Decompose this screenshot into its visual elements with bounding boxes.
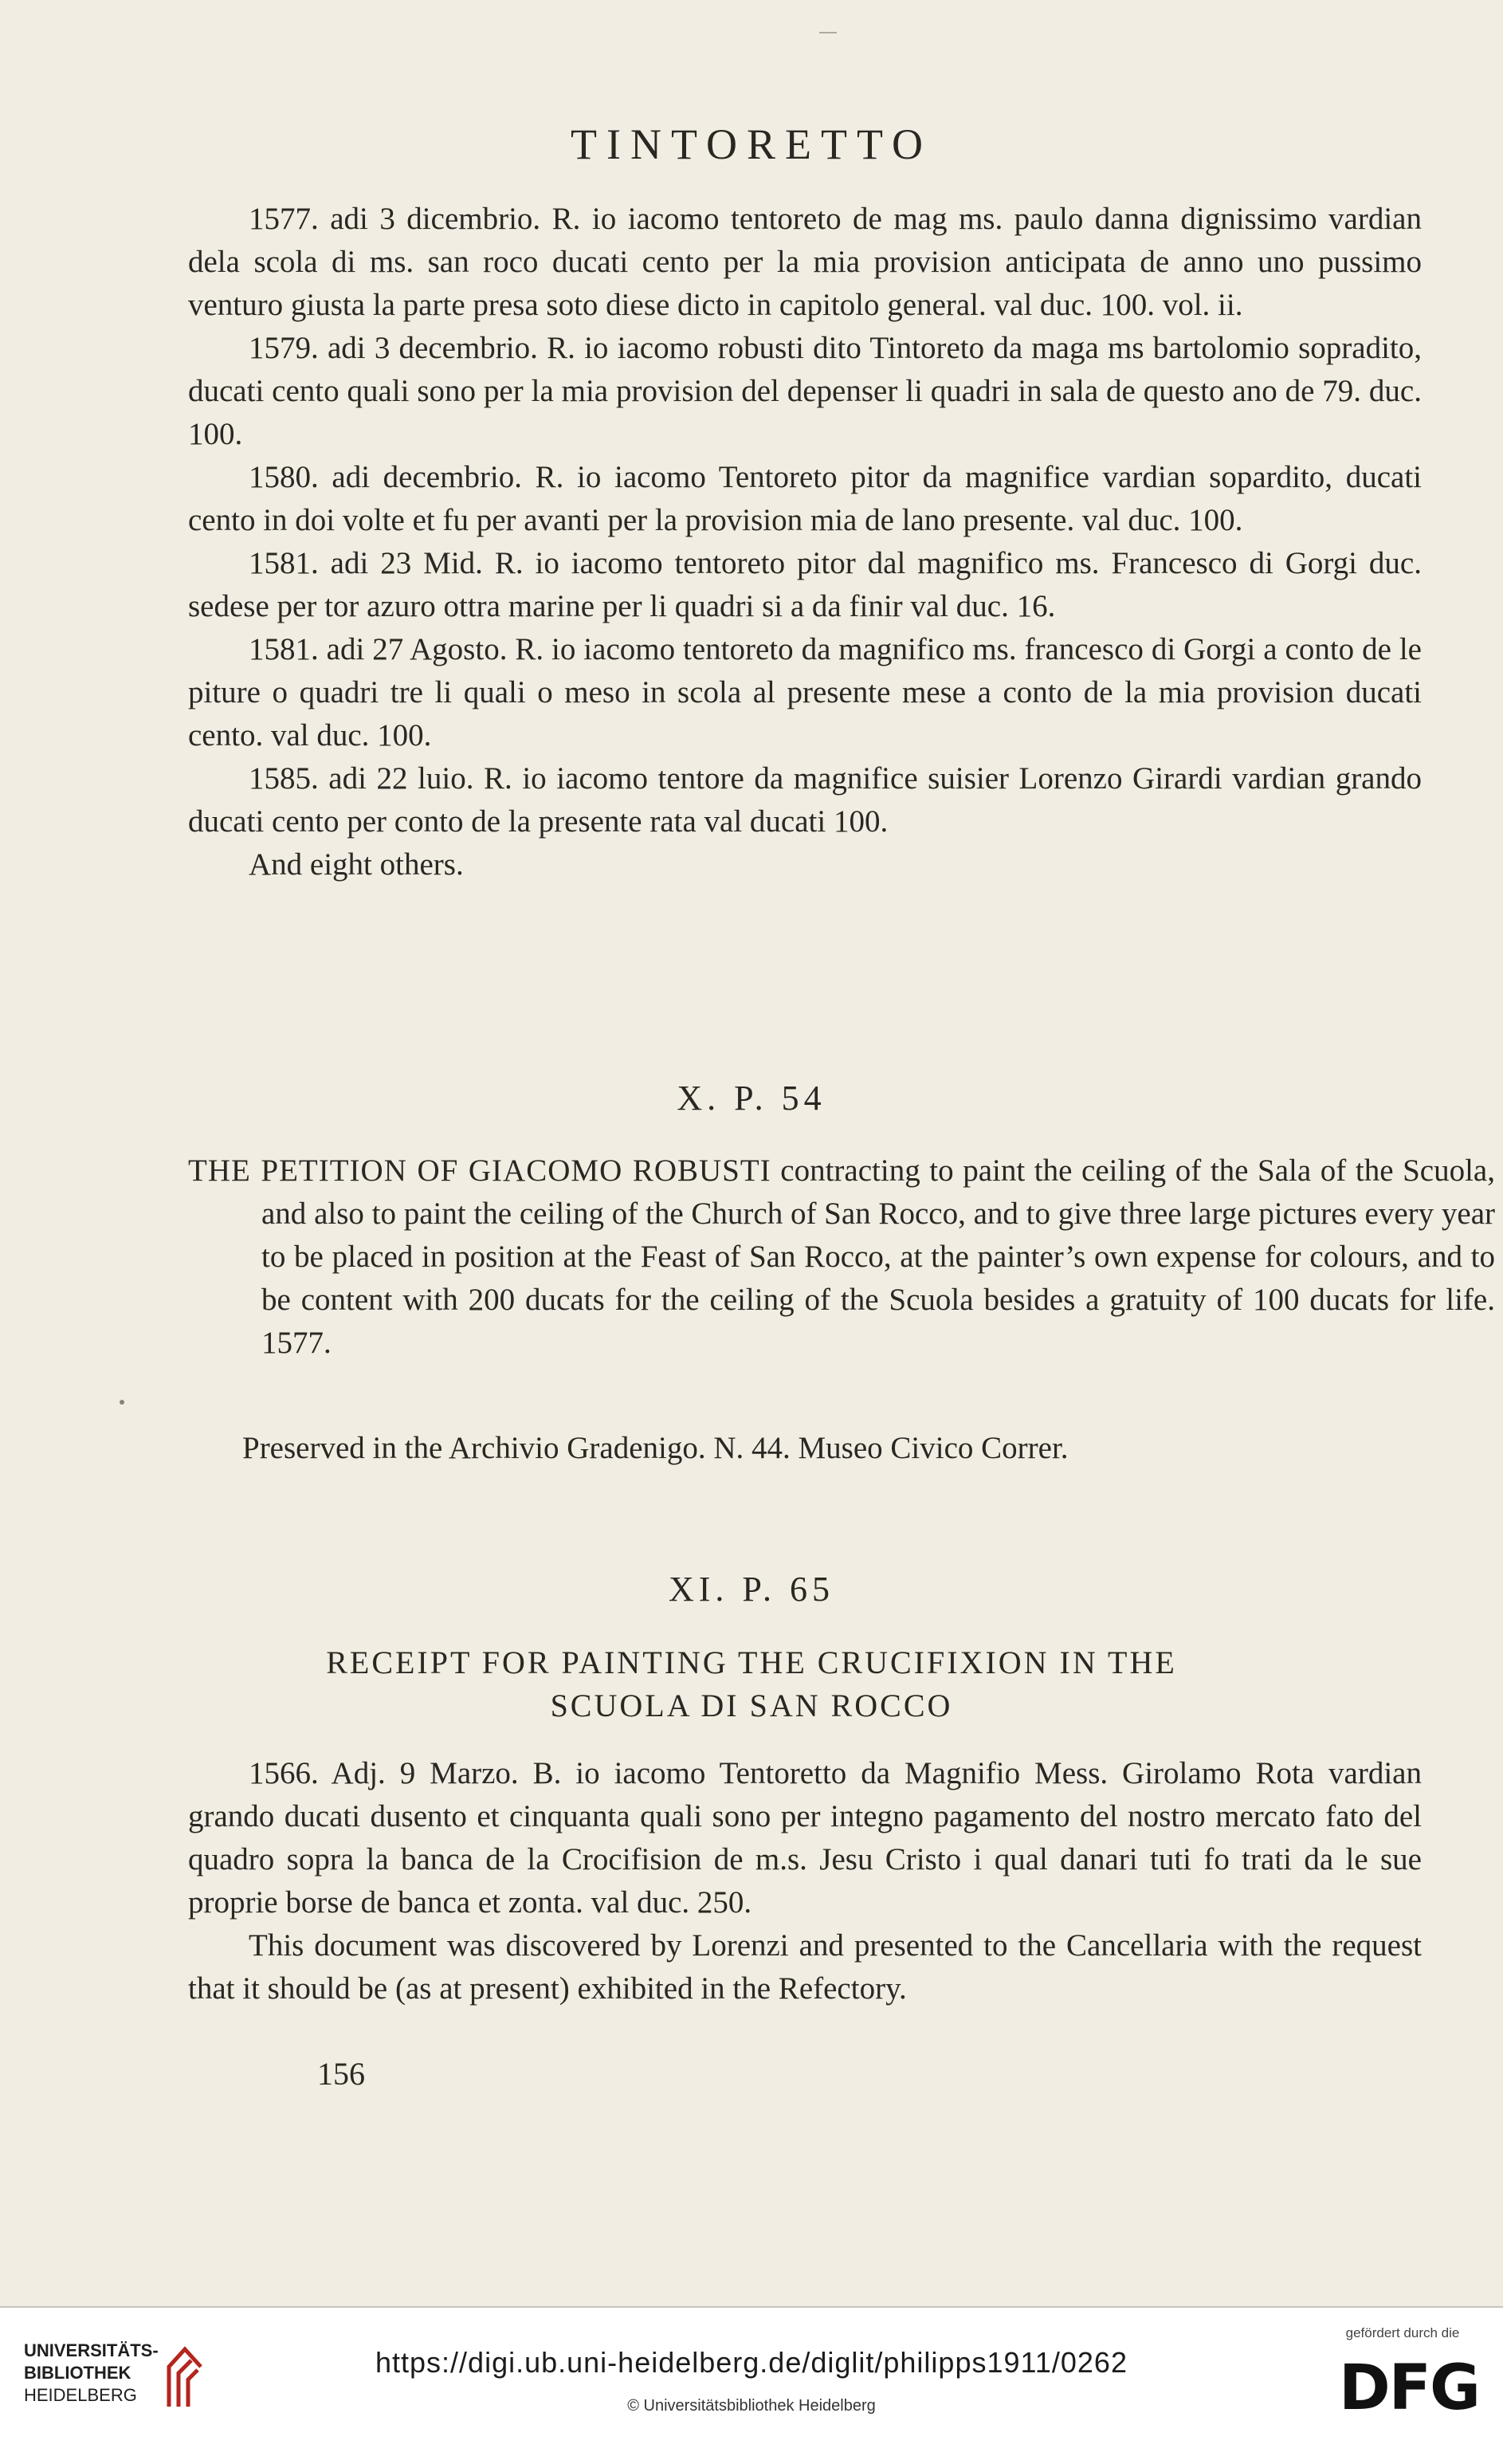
funding-note: gefördert durch die: [1345, 2325, 1460, 2340]
section-x-heading: X. P. 54: [677, 1079, 826, 1118]
entry-others: And eight others.: [249, 847, 464, 882]
entry-1581-agosto: 1581. adi 27 Agosto. R. io iacomo tentoreto da magnifico ms. francesco di Gorgi a conto de le piture o quadri tre li quali o meso in scola al presente mese a conto de la mia provision ducati cento. val duc. 100.: [188, 632, 1422, 753]
page-mark: [819, 32, 837, 33]
library-line-2: BIBLIOTHEK: [24, 2363, 131, 2383]
library-line-3: HEIDELBERG: [24, 2385, 137, 2405]
permalink-url[interactable]: https://digi.ub.uni-heidelberg.de/diglit/philipps1911/0262: [375, 2346, 1128, 2379]
receipt-title-line-1: RECEIPT FOR PAINTING THE CRUCIFIXION IN THE: [326, 1645, 1177, 1680]
receipt-entries: [188, 198, 1422, 886]
copyright-notice: © Universitätsbibliothek Heidelberg: [627, 2397, 876, 2415]
library-line-1: UNIVERSITÄTS-: [24, 2340, 159, 2360]
dfg-logo[interactable]: DFG: [1338, 2352, 1479, 2424]
section-xi-heading: XI. P. 65: [668, 1570, 835, 1609]
receipt-1566: 1566. Adj. 9 Marzo. B. io iacomo Tentoretto da Magnifio Mess. Girolamo Rota vardian grando ducati dusento et cinquanta quali sono per integno pagamento del nostro mercato fato del quadro sopra la banca de la Crocifision de m.s. Jesu Cristo i qual danari tuti fo trati da le sue proprie borse de banca et zonta. val duc. 250.: [188, 1756, 1422, 1920]
running-head: TINTORETTO: [571, 120, 932, 168]
entry-1579: 1579. adi 3 decembrio. R. io iacomo robusti dito Tintoreto da maga ms bartolomio sopradito, ducati cento quali sono per la mia provision del depenser li quadri in sala de questo ano de 79. duc. 100.: [188, 331, 1422, 451]
discovery-note: This document was discovered by Lorenzi and presented to the Cancellaria with the request that it should be (as at present) exhibited in the Refectory.: [188, 1928, 1422, 2006]
petition-caps: THE PETITION OF GIACOMO ROBUSTI: [188, 1153, 771, 1188]
petition-text: contracting to paint the ceiling of the Sala of the Scuola, and also to paint the ceiling of the Church of San Rocco, and to give three large pictures every year to be placed in position at the Feast of San Rocco, at the painter’s own expense for colours, and to be content with 200 ducats for the ceiling of the Scuola besides a gratuity of 100 ducats for life. 1577.: [261, 1153, 1495, 1360]
margin-dot: [120, 1400, 124, 1405]
receipt-block: [188, 1752, 1422, 2010]
entry-1580: 1580. adi decembrio. R. io iacomo Tentoreto pitor da magnifice vardian sopardito, ducati cento in doi volte et fu per avanti per la provision mia de lano presente. val duc. 100.: [188, 460, 1422, 537]
entry-1581-mid: 1581. adi 23 Mid. R. io iacomo tentoreto pitor dal magnifico ms. Francesco di Gorgi duc. sedese per tor azuro ottra marine per li quadri si a da finir val duc. 16.: [188, 546, 1422, 623]
page-number: 156: [317, 2056, 365, 2092]
receipt-title-line-2: SCUOLA DI SAN ROCCO: [550, 1688, 953, 1723]
entry-1585: 1585. adi 22 luio. R. io iacomo tentore da magnifice suisier Lorenzo Girardi vardian grando ducati cento per conto de la presente rata val ducati 100.: [188, 761, 1422, 839]
entry-1577: 1577. adi 3 dicembrio. R. io iacomo tentoreto de mag ms. paulo danna dignissimo vardian dela scola di ms. san roco ducati cento per la mia provision anticipata de anno uno pussimo venturo giusta la parte presa soto diese dicto in capitolo general. val duc. 100. vol. ii.: [188, 202, 1422, 322]
viewer-footer: [0, 2308, 1503, 2464]
petition-paragraph: [188, 1149, 1495, 1365]
preserved-note: Preserved in the Archivio Gradenigo. N. 44. Museo Civico Correr.: [242, 1431, 1069, 1465]
